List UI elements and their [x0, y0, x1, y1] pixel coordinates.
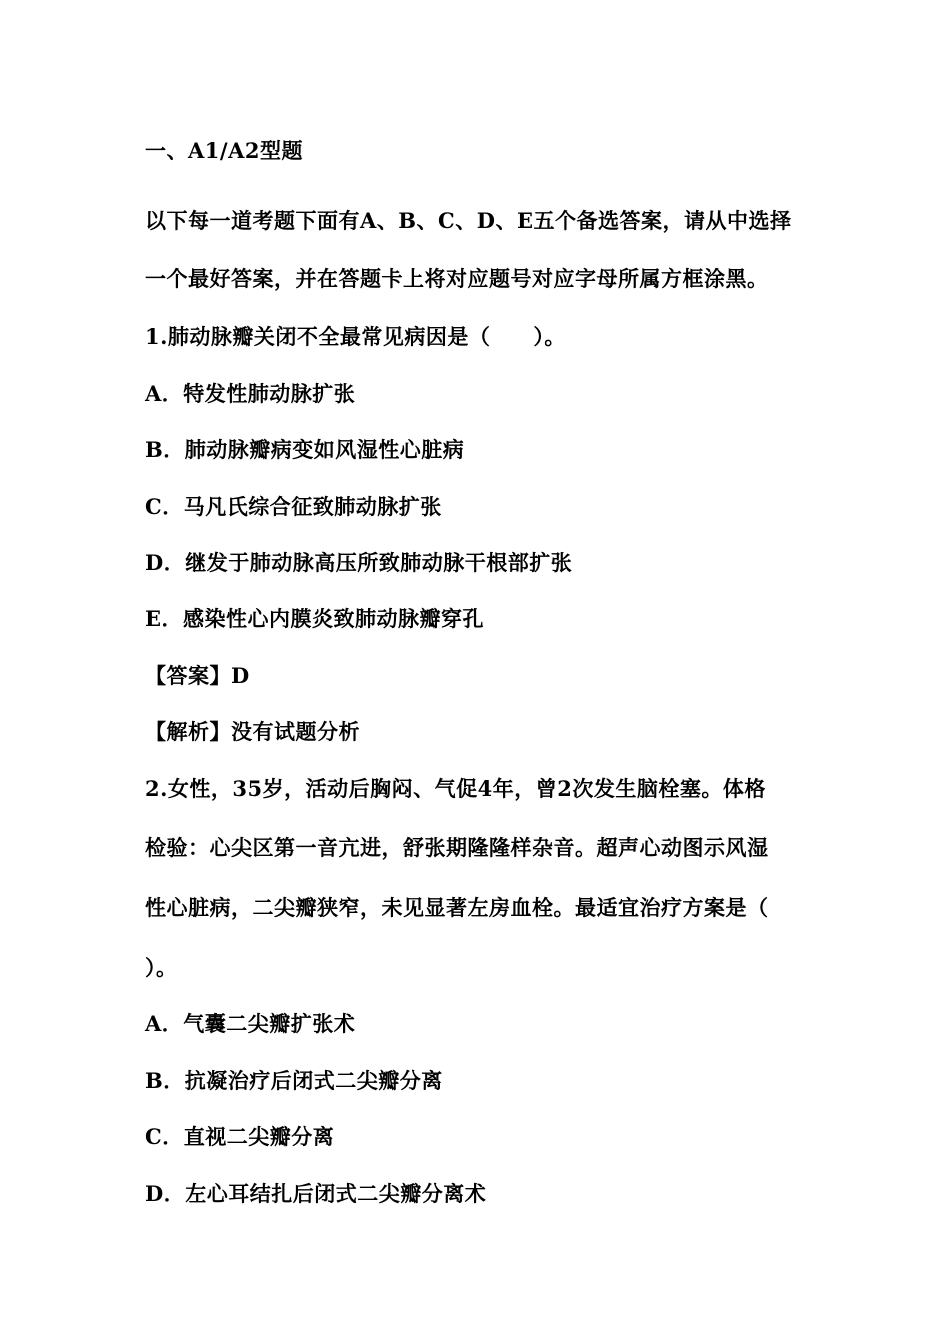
question-2-option-b: B．抗凝治疗后闭式二尖瓣分离	[145, 1068, 443, 1093]
question-1-option-d: D．继发于肺动脉高压所致肺动脉干根部扩张	[145, 550, 573, 575]
section-heading: 一、A1/A2型题	[145, 138, 303, 163]
question-1-analysis: 【解析】没有试题分析	[145, 719, 360, 744]
question-1-option-a: A．特发性肺动脉扩张	[145, 381, 356, 406]
question-2-option-a: A．气囊二尖瓣扩张术	[145, 1011, 356, 1036]
question-2-stem-line-4: ）。	[145, 955, 178, 980]
instructions-line-2: 一个最好答案，并在答题卡上将对应题号对应字母所属方框涂黑。	[145, 266, 769, 291]
question-1-answer: 【答案】D	[145, 663, 250, 688]
question-2-stem-line-3: 性心脏病，二尖瓣狭窄，未见显著左房血栓。最适宜治疗方案是（	[145, 895, 769, 920]
instructions-line-1: 以下每一道考题下面有A、B、C、D、E五个备选答案，请从中选择	[145, 208, 792, 233]
question-1-option-c: C．马凡氏综合征致肺动脉扩张	[145, 494, 442, 519]
question-1-option-e: E．感染性心内膜炎致肺动脉瓣穿孔	[145, 606, 485, 631]
question-2-option-c: C．直视二尖瓣分离	[145, 1124, 335, 1149]
question-2-option-d: D．左心耳结扎后闭式二尖瓣分离术	[145, 1181, 487, 1206]
question-2-stem-line-1: 2.女性，35岁，活动后胸闷、气促4年，曾2次发生脑栓塞。体格	[145, 776, 766, 801]
question-1-option-b: B．肺动脉瓣病变如风湿性心脏病	[145, 437, 465, 462]
question-1-stem: 1.肺动脉瓣关闭不全最常见病因是（ ）。	[145, 324, 566, 349]
question-2-stem-line-2: 检验：心尖区第一音亢进，舒张期隆隆样杂音。超声心动图示风湿	[145, 835, 769, 860]
